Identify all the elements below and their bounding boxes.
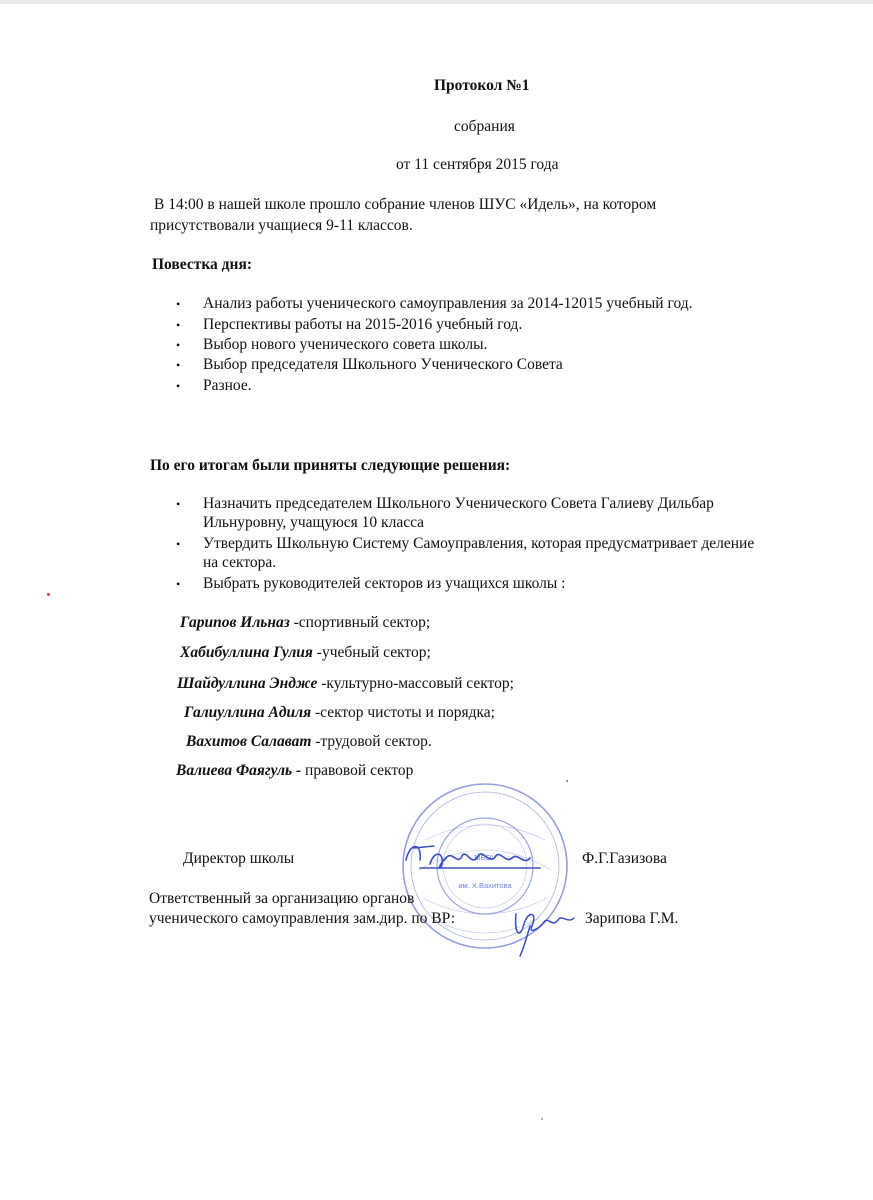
sector-role: -сектор чистоты и порядка; <box>311 704 495 721</box>
sector-leader-name: Гарипов Ильназ <box>180 614 290 631</box>
sector-row <box>180 614 430 632</box>
director-name: Ф.Г.Газизова <box>582 850 667 867</box>
responsible-name: Зарипова Г.М. <box>585 910 679 927</box>
sector-role: -культурно-массовый сектор; <box>317 675 514 692</box>
agenda-heading: Повестка дня: <box>152 256 252 273</box>
protocol-subtitle: собрания <box>454 118 515 135</box>
protocol-date: от 11 сентября 2015 года <box>396 156 559 173</box>
bullet-icon: • <box>176 297 181 311</box>
decision-item-line: на сектора. <box>203 554 277 571</box>
responsible-line-2: ученического самоуправления зам.дир. по ВР: <box>149 910 456 927</box>
scan-speck <box>541 1118 543 1120</box>
decisions-heading: По его итогам были приняты следующие решения: <box>150 457 511 474</box>
decision-item-line: Ильнуровну, учащуюся 10 класса <box>203 514 425 531</box>
intro-line-1: В 14:00 в нашей школе прошло собрание членов ШУС «Идель», на котором <box>154 196 657 213</box>
decision-item-line: Назначить председателем Школьного Ученического Совета Галиеву Дильбар <box>203 495 714 512</box>
bullet-icon: • <box>176 318 181 332</box>
agenda-item: Выбор нового ученического совета школы. <box>203 336 488 353</box>
stamp-center-bottom: им. Х.Вахитова <box>458 881 512 890</box>
sector-leader-name: Галиуллина Адиля <box>184 704 312 721</box>
sector-leader-name: Шайдуллина Эндже <box>177 675 318 692</box>
sector-row <box>184 704 495 722</box>
bullet-icon: • <box>176 358 181 372</box>
decision-item-line: Выбрать руководителей секторов из учащихся школы : <box>203 575 566 592</box>
stamp-center-top: МБОУ <box>474 853 496 862</box>
intro-line-2: присутствовали учащиеся 9-11 классов. <box>150 217 413 234</box>
sector-role: -учебный сектор; <box>312 644 431 661</box>
bullet-icon: • <box>176 338 181 352</box>
director-label: Директор школы <box>183 850 295 867</box>
agenda-item: Анализ работы ученического самоуправления за 2014-12015 учебный год. <box>203 295 693 312</box>
scan-edge <box>0 0 873 4</box>
sector-role: правовой сектор <box>301 762 414 779</box>
director-signature <box>400 838 560 878</box>
scan-speck <box>566 780 568 782</box>
bullet-icon: • <box>176 497 181 511</box>
bullet-icon: • <box>176 537 181 551</box>
bullet-icon: • <box>176 379 181 393</box>
scan-speck <box>47 593 50 596</box>
agenda-item: Выбор председателя Школьного Ученического Совета <box>203 356 563 373</box>
sector-row <box>186 733 432 751</box>
responsible-line-1: Ответственный за организацию органов <box>149 890 415 907</box>
sector-leader-name: Хабибуллина Гулия <box>180 644 313 661</box>
sector-leader-name: Валиева Фаягуль - <box>176 762 302 779</box>
sector-role: -трудовой сектор. <box>311 733 432 750</box>
sector-row <box>180 644 431 662</box>
agenda-item: Перспективы работы на 2015-2016 учебный год. <box>203 316 523 333</box>
agenda-item: Разное. <box>203 377 252 394</box>
decision-item-line: Утвердить Школьную Систему Самоуправления, которая предусматривает деление <box>203 535 755 552</box>
responsible-signature <box>508 900 580 960</box>
sector-row <box>176 762 413 780</box>
bullet-icon: • <box>176 577 181 591</box>
sector-row <box>177 675 514 693</box>
sector-role: -спортивный сектор; <box>289 614 431 631</box>
protocol-title: Протокол №1 <box>434 77 530 94</box>
sector-leader-name: Вахитов Салават <box>186 733 312 750</box>
